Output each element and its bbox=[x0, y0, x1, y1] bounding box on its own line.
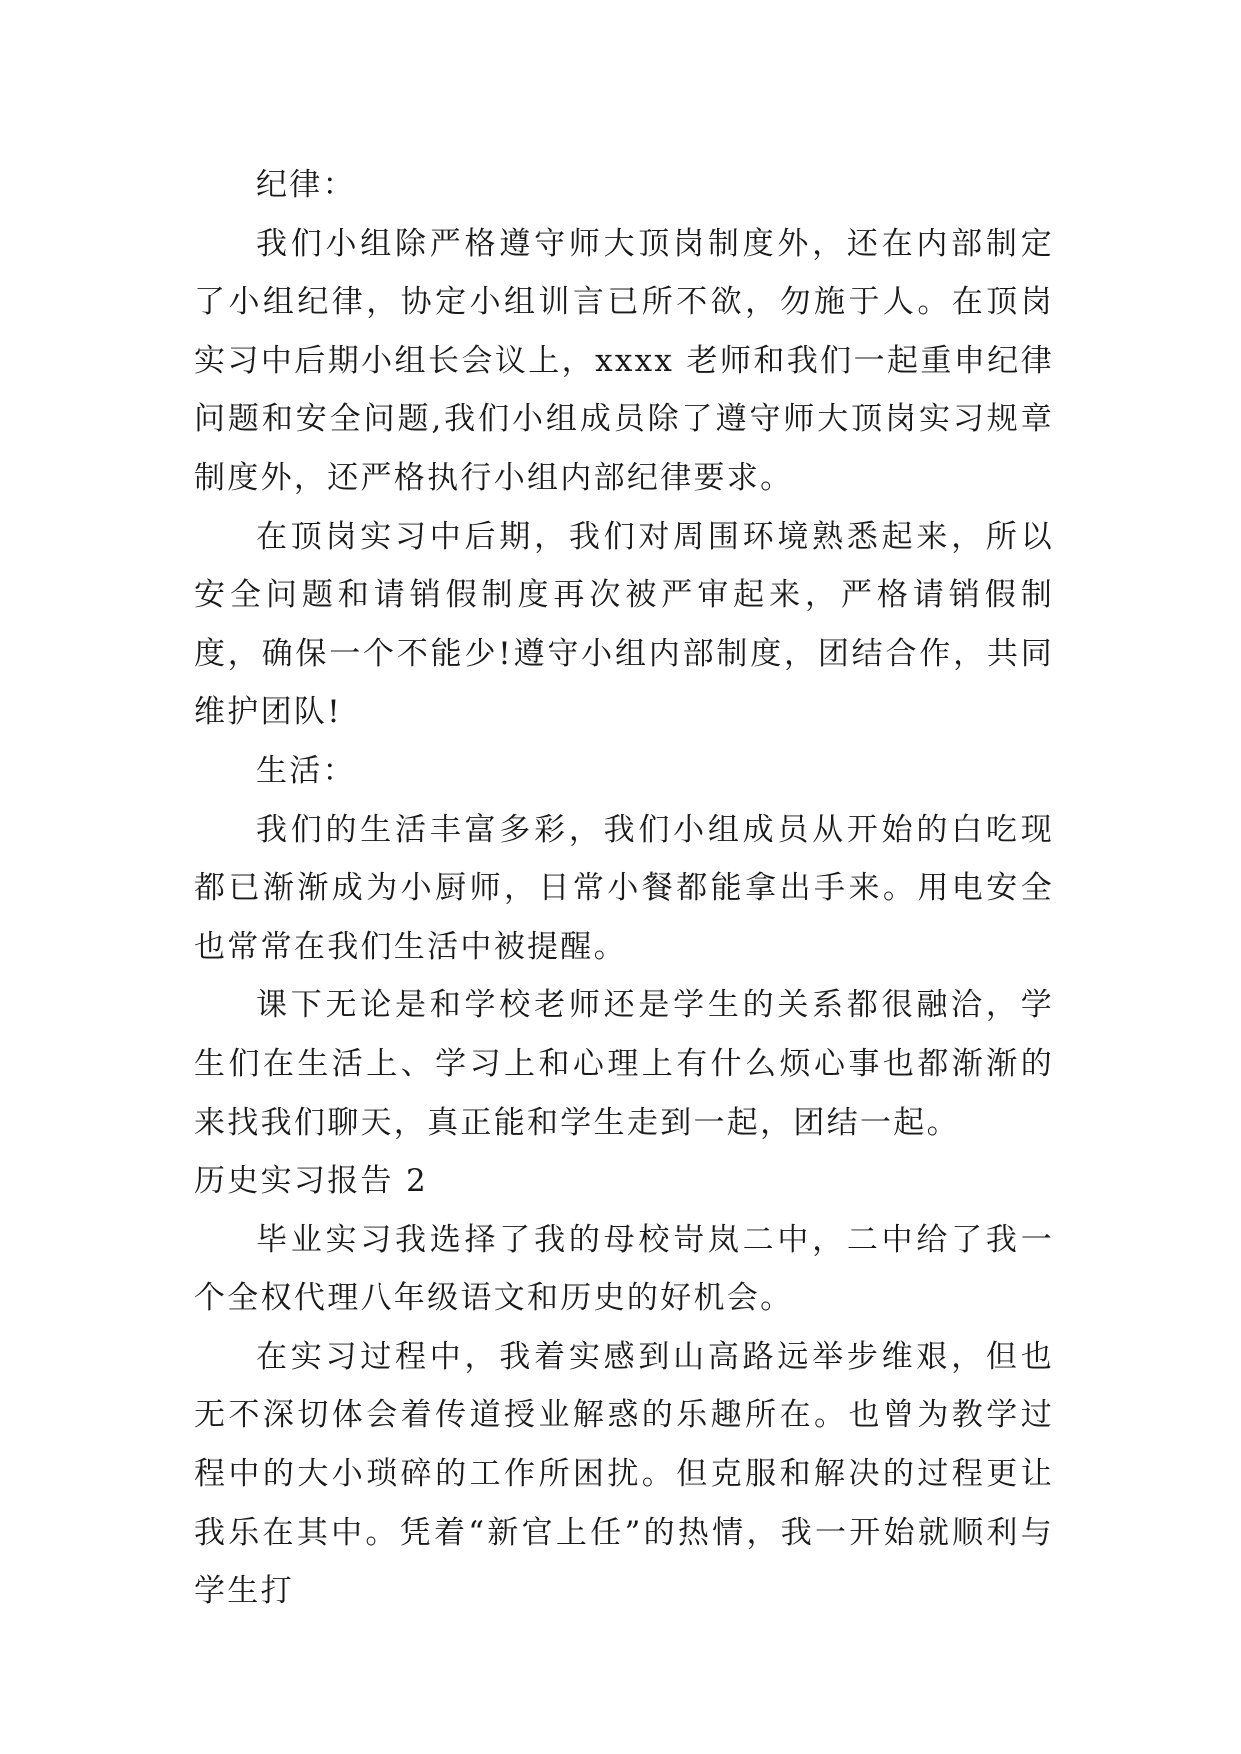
paragraph: 我们小组除严格遵守师大顶岗制度外，还在内部制定了小组纪律，协定小组训言已所不欲，勿施于人。在顶岗实习中后期小组长会议上，xxxx 老师和我们一起重申纪律问题和安全问题,我们小组成员除了遵守师大顶岗实习规章制度外，还严格执行小组内部纪律要求。 bbox=[194, 225, 1054, 496]
paragraph: 课下无论是和学校老师还是学生的关系都很融洽，学生们在生活上、学习上和心理上有什么烦心事也都渐渐的来找我们聊天，真正能和学生走到一起，团结一起。 bbox=[194, 987, 1054, 1141]
paragraph: 在顶岗实习中后期，我们对周围环境熟悉起来，所以安全问题和请销假制度再次被严审起来，严格请销假制度，确保一个不能少!遵守小组内部制度，团结合作，共同维护团队! bbox=[194, 518, 1054, 731]
section-heading-life: 生活： bbox=[256, 752, 356, 789]
report-title: 历史实习报告 2 bbox=[194, 1163, 428, 1200]
paragraph: 我们的生活丰富多彩，我们小组成员从开始的白吃现都已渐渐成为小厨师，日常小餐都能拿出手来。用电安全也常常在我们生活中被提醒。 bbox=[194, 811, 1054, 965]
paragraph: 在实习过程中，我着实感到山高路远举步维艰，但也无不深切体会着传道授业解惑的乐趣所在。也曾为教学过程中的大小琐碎的工作所困扰。但克服和解决的过程更让我乐在其中。凭着“新官上任”的热情，我一开始就顺利与学生打 bbox=[194, 1338, 1054, 1610]
section-heading-discipline: 纪律： bbox=[256, 167, 356, 203]
document-body bbox=[194, 156, 1054, 1621]
paragraph: 毕业实习我选择了我的母校岢岚二中，二中给了我一个全权代理八年级语文和历史的好机会。 bbox=[194, 1221, 1054, 1317]
